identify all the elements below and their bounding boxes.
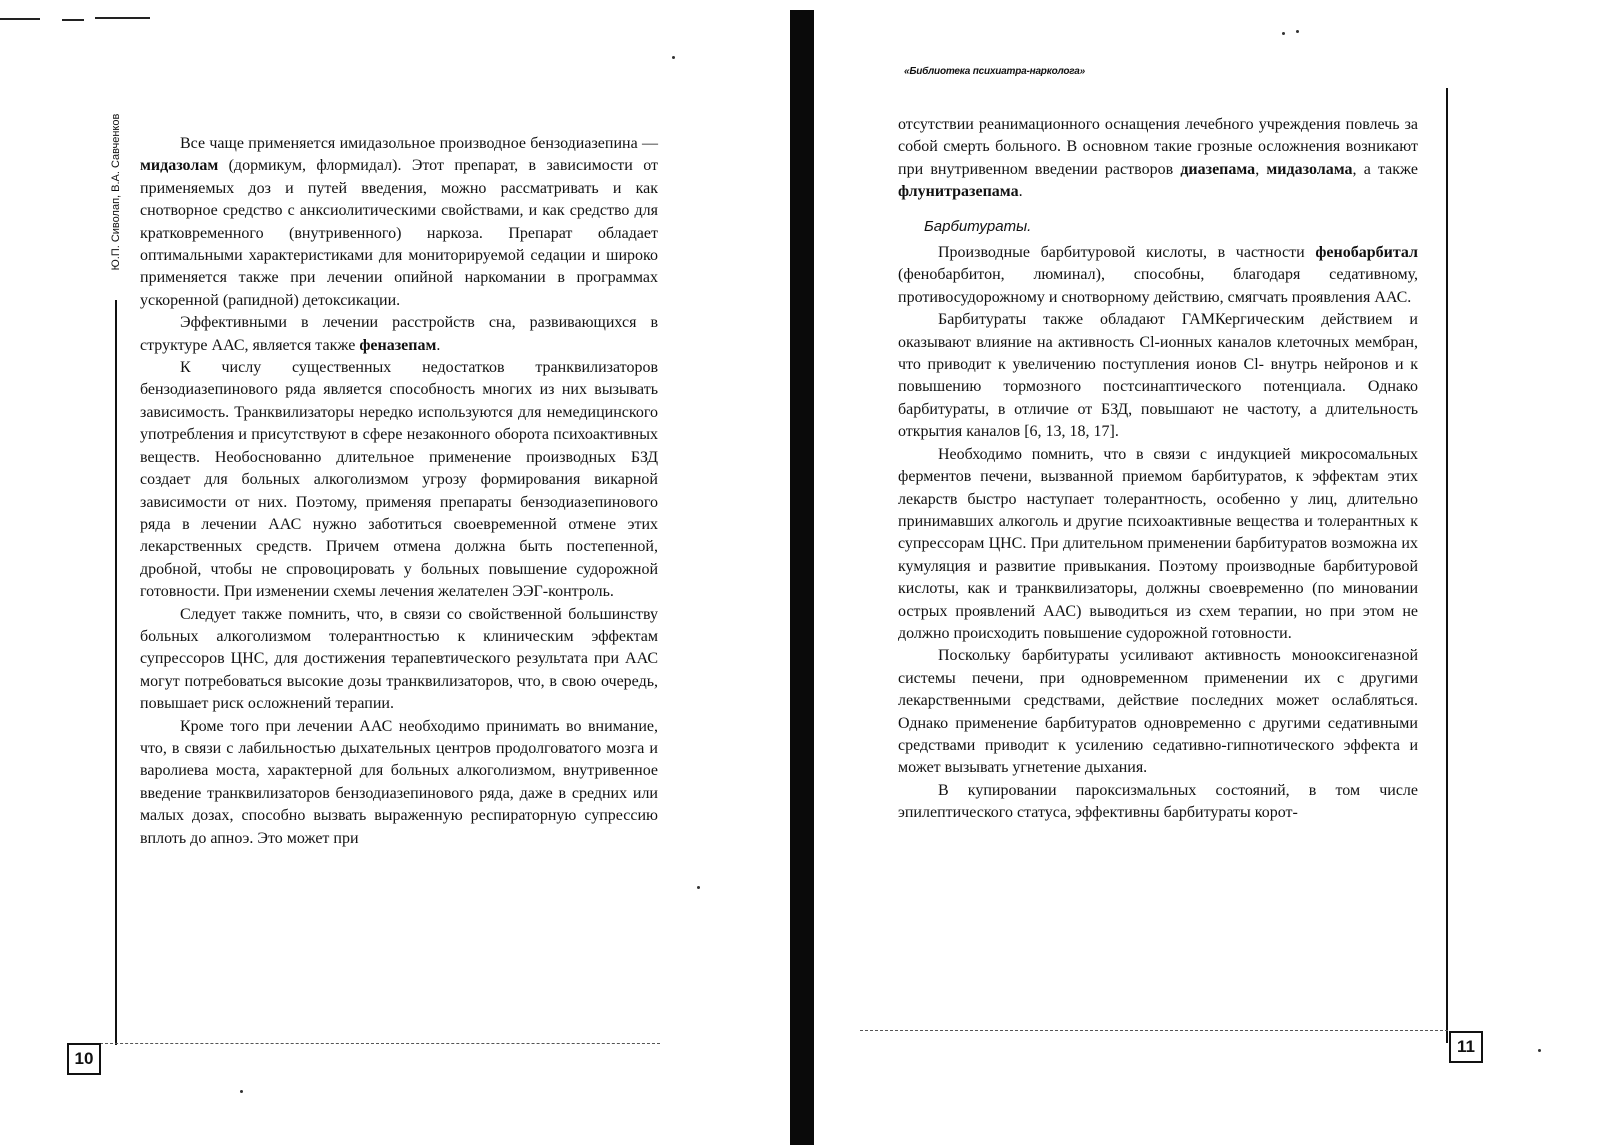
right-text-column — [898, 114, 1418, 825]
text-run: . — [1018, 183, 1023, 201]
section-subheading: Барбитураты. — [924, 217, 1032, 235]
text-run: К числу существенных недостатков транквилизаторов бензодиазепинового ряда является способность многих из них вызывать зависимость. Транквилизаторы нередко используются для немедицинского употребления и присутствуют в сфере незаконного оборота психоактивных веществ. Необоснованно длительное применение производных БЗД создает для больных алкоголизмом угрозу формирования викарной зависимости от них. Поэтому, применяя препараты бензодиазепинового ряда в лечении ААС нужно заботиться своевременной отмене этих лекарственных средств. Причем отмена должна быть постепенной, дробной, чтобы не спровоцировать у больных повышение судорожной готовности. При изменении схемы лечения желателен ЭЭГ-контроль. — [140, 359, 658, 601]
text-run: Все чаще применяется имидазольное производное бензодиазепина — — [180, 135, 658, 152]
paragraph — [140, 312, 658, 357]
text-run: Поскольку барбитураты усиливают активность монооксигеназной системы печени, при одновременном применении их с другими лекарственными средствами, действие последних может ослабляться. Однако применение барбитуратов одновременно с другими седативными средствами приводит к усилению седативно-гипнотического эффекта и может вызывать угнетение дыхания. — [898, 647, 1418, 777]
bold-term: диазепама — [1180, 160, 1256, 178]
text-run: (фенобарбитон, люминал), способны, благодаря седативному, противосудорожному и снотворному действию, смягчать проявления ААС. — [898, 266, 1418, 306]
text-run: , — [1255, 160, 1267, 178]
left-text-column — [140, 133, 658, 850]
paragraph — [140, 133, 658, 312]
paragraph — [898, 114, 1418, 204]
text-run: Следует также помнить, что, в связи со свойственной большинству больных алкоголизмом толерантностью к клиническим эффектам супрессоров ЦНС, для достижения терапевтического результата при ААС могут потребоваться высокие дозы транквилизаторов, что, в свою очередь, повышает риск осложнений терапии. — [140, 605, 658, 713]
paragraph — [898, 444, 1418, 646]
author-vertical-label: Ю.П. Сиволап, В.А. Савченков — [110, 113, 122, 271]
right-margin-rule — [1446, 88, 1448, 1043]
text-run: Необходимо помнить, что в связи с индукцией микросомальных ферментов печени, вызванной приемом барбитуратов, к эффектам этих лекарств быстро наступает толерантность, особенно у лиц, длительно принимавших алкоголь и другие психоактивные вещества и толерантных к супрессорам ЦНС. При длительном применении барбитуратов возможна их кумуляция и развитие привыкания. Поэтому производные барбитуровой кислоты, как и транквилизаторы, должны своевременно (по миновании острых проявлений ААС) выводиться из схем терапии, но при этом не должно происходить повышение судорожной готовности. — [898, 445, 1418, 642]
text-run: Барбитураты также обладают ГАМКергическим действием и оказывают влияние на активность Cl-ионных каналов клеточных мембран, что приводит к увеличению поступления ионов Cl- внутрь нейронов и к повышению тормозного постсинаптического потенциала. Однако барбитураты, в отличие от БЗД, повышают не частоту, а длительность открытия каналов [6, 13, 18, 17]. — [898, 311, 1418, 441]
text-run: (дормикум, флормидал). Этот препарат, в зависимости от применяемых доз и путей введения, можно рассматривать и как снотворное средство с анксиолитическими свойствами, и как средство для кратковременного (внутривенного) наркоза. Препарат обладает оптимальными характеристиками для мониторируемой седации и широко применяется также при лечении опийной наркомании в программах ускоренной (рапидной) детоксикации. — [140, 157, 658, 309]
bold-term: мидазолам — [140, 157, 219, 175]
left-footer-rule — [100, 1043, 660, 1045]
text-run: Производные барбитуровой кислоты, в частности — [938, 244, 1316, 262]
text-run: . — [436, 336, 441, 354]
paragraph — [898, 645, 1418, 779]
bold-term: фенобарбитал — [1315, 244, 1418, 262]
right-footer-rule — [860, 1030, 1448, 1032]
text-run: В купировании пароксизмальных состояний, в том числе эпилептического статуса, эффективны барбитураты корот- — [898, 781, 1418, 822]
paragraph — [898, 780, 1418, 825]
text-run: Эффективными в лечении расстройств сна, развивающихся в структуре ААС, является также — [140, 314, 658, 354]
bold-term: флунитразепама — [898, 183, 1019, 201]
paragraph — [140, 604, 658, 716]
bold-term: феназепам — [359, 336, 437, 354]
paragraph — [140, 357, 658, 603]
page-number-right: 11 — [1449, 1031, 1483, 1063]
paragraph — [140, 716, 658, 850]
paragraph — [898, 242, 1418, 309]
page-number-left: 10 — [67, 1043, 101, 1075]
left-margin-rule — [115, 300, 117, 1045]
text-run: Кроме того при лечении ААС необходимо принимать во внимание, что, в связи с лабильностью дыхательных центров продолговатого мозга и варолиева моста, характерной для больных алкоголизмом, внутривенное введение транквилизаторов бензодиазепинового ряда, даже в средних или малых дозах, способно вызвать выраженную респираторную супрессию вплоть до апноэ. Это может при — [140, 717, 658, 847]
bold-term: мидазолама — [1266, 160, 1353, 178]
paragraph — [898, 309, 1418, 443]
running-head: «Библиотека психиатра-нарколога» — [904, 66, 1086, 77]
text-run: , а также — [1352, 160, 1419, 178]
text-run: отсутствии реанимационного оснащения лечебного учреждения повлечь за собой смерть больного. В основном такие грозные осложнения возникают при внутривенном введении растворов — [898, 116, 1418, 178]
